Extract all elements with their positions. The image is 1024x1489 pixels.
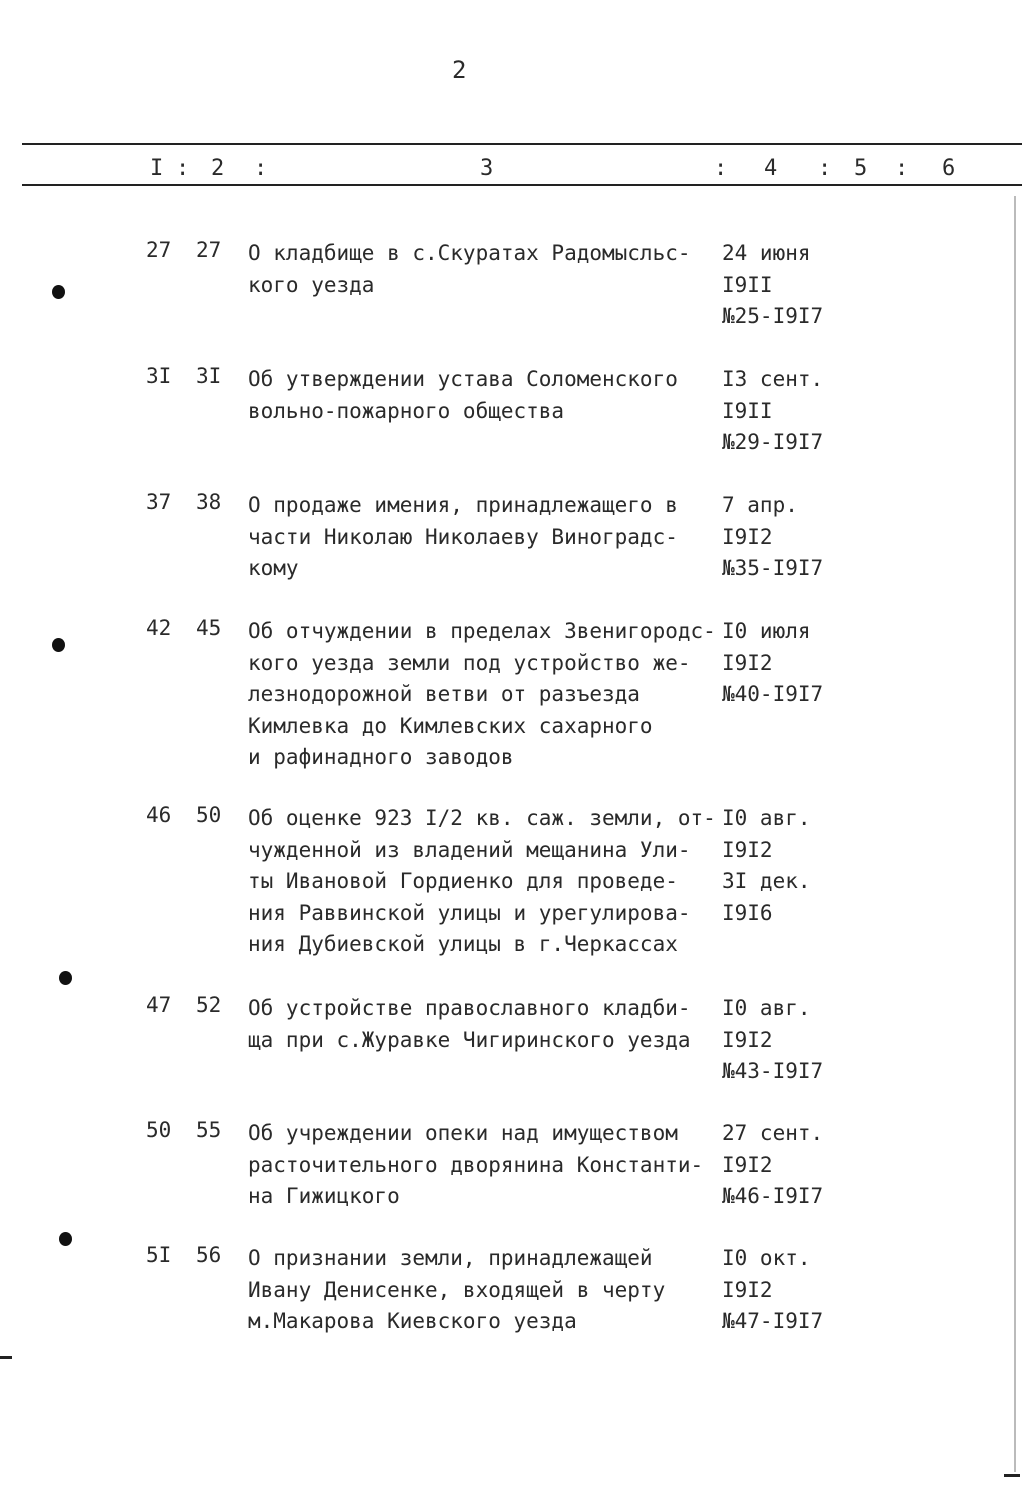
title-line: О признании земли, принадлежащей	[248, 1246, 653, 1270]
title-line: Об устройстве православного кладби-	[248, 996, 691, 1020]
date-line: №35-I9I7	[722, 556, 824, 580]
column-separator: :	[818, 156, 832, 181]
date-line: I0 окт.	[722, 1246, 811, 1270]
date-line: I0 июля	[722, 619, 811, 643]
column-header-4: 4	[764, 156, 778, 181]
entry-title	[248, 993, 724, 1056]
title-line: лезнодорожной ветви от разъезда	[248, 682, 640, 706]
column-separator: :	[176, 156, 190, 181]
page-edge-line	[1014, 196, 1016, 1472]
entry-title	[248, 238, 724, 301]
date-line: I9I2	[722, 650, 773, 675]
date-line: №47-I9I7	[722, 1309, 824, 1333]
column-separator: :	[895, 156, 909, 181]
date-line: I9I6	[722, 900, 773, 925]
date-line: I9I2	[722, 837, 773, 862]
entry-title	[248, 616, 724, 774]
entry-number-col1: 46	[146, 803, 172, 827]
title-line: Об учреждении опеки над имуществом	[248, 1121, 678, 1145]
date-line: I0 авг.	[722, 806, 811, 830]
title-line: на Гижицкого	[248, 1184, 400, 1208]
entry-title	[248, 1118, 724, 1213]
title-line: ния Дубиевской улицы в г.Черкассах	[248, 932, 678, 956]
date-line: I3 сент.	[722, 367, 824, 391]
header-bottom-rule	[22, 184, 1022, 186]
entry-number-col1: 42	[146, 616, 172, 640]
title-line: Кимлевка до Кимлевских сахарного	[248, 713, 653, 738]
title-line: ния Раввинской улицы и урегулирова-	[248, 900, 691, 925]
title-line: расточительного дворянина Константи-	[248, 1152, 704, 1177]
entry-date	[722, 1118, 862, 1213]
entry-number-col2: 27	[196, 238, 222, 262]
title-line: Об утверждении устава Соломенского	[248, 367, 678, 391]
date-line: 7 апр.	[722, 493, 798, 517]
entry-title	[248, 1243, 724, 1338]
entry-date	[722, 490, 862, 585]
date-line: 24 июня	[722, 241, 811, 265]
entry-number-col2: 3I	[196, 364, 222, 388]
date-line: №25-I9I7	[722, 304, 824, 328]
title-line: кому	[248, 556, 299, 580]
entry-number-col2: 45	[196, 616, 222, 640]
page-number: 2	[452, 56, 467, 84]
entry-title	[248, 490, 724, 585]
punch-hole-mark	[52, 638, 65, 652]
date-line: №46-I9I7	[722, 1184, 824, 1208]
punch-hole-mark	[59, 1232, 72, 1246]
entry-number-col1: 3I	[146, 364, 172, 388]
date-line: №40-I9I7	[722, 682, 824, 706]
date-line: №43-I9I7	[722, 1059, 824, 1083]
title-line: О кладбище в с.Скуратах Радомысльс-	[248, 241, 691, 265]
title-line: кого уезда	[248, 272, 375, 297]
column-header-6: 6	[942, 156, 956, 181]
column-separator: :	[254, 156, 268, 181]
entry-date	[722, 616, 862, 711]
column-header-1: I	[150, 156, 164, 181]
title-line: вольно-пожарного общества	[248, 398, 565, 423]
column-header-2: 2	[211, 156, 225, 181]
entry-number-col1: 50	[146, 1118, 172, 1142]
title-line: части Николаю Николаеву Виноградс-	[248, 524, 678, 549]
title-line: ща при с.Журавке Чигиринского уезда	[248, 1027, 691, 1052]
title-line: кого уезда земли под устройство же-	[248, 650, 691, 675]
title-line: Об отчуждении в пределах Звенигородс-	[248, 619, 716, 643]
title-line: ты Ивановой Гордиенко для проведе-	[248, 869, 678, 893]
entry-date	[722, 238, 862, 333]
entry-number-col1: 5I	[146, 1243, 172, 1267]
entry-number-col1: 47	[146, 993, 172, 1017]
title-line: м.Макарова Киевского уезда	[248, 1309, 577, 1333]
entry-number-col2: 52	[196, 993, 222, 1017]
entry-date	[722, 364, 862, 459]
date-line: I9II	[722, 398, 773, 423]
date-line: I0 авг.	[722, 996, 811, 1020]
column-separator: :	[714, 156, 728, 181]
title-line: О продаже имения, принадлежащего в	[248, 493, 678, 517]
date-line: I9I2	[722, 1027, 773, 1052]
entry-title	[248, 364, 724, 427]
column-header-3: 3	[480, 156, 494, 181]
title-line: Ивану Денисенке, входящей в черту	[248, 1277, 666, 1302]
entry-number-col2: 38	[196, 490, 222, 514]
entry-title	[248, 803, 724, 961]
date-line: 3I дек.	[722, 869, 811, 893]
entry-number-col2: 50	[196, 803, 222, 827]
date-line: №29-I9I7	[722, 430, 824, 454]
title-line: Об оценке 923 I/2 кв. саж. земли, от-	[248, 806, 716, 830]
punch-hole-mark	[59, 971, 72, 985]
entry-number-col1: 37	[146, 490, 172, 514]
entry-number-col1: 27	[146, 238, 172, 262]
date-line: I9I2	[722, 1277, 773, 1302]
date-line: I9II	[722, 272, 773, 297]
edge-scan-mark	[0, 1356, 12, 1359]
entry-number-col2: 56	[196, 1243, 222, 1267]
title-line: и рафинадного заводов	[248, 745, 514, 769]
column-header-5: 5	[854, 156, 868, 181]
title-line: чужденной из владений мещанина Ули-	[248, 837, 691, 862]
entry-date	[722, 993, 862, 1088]
entry-number-col2: 55	[196, 1118, 222, 1142]
date-line: I9I2	[722, 524, 773, 549]
date-line: 27 сент.	[722, 1121, 824, 1145]
corner-scan-mark	[1004, 1474, 1020, 1477]
entry-date	[722, 803, 862, 929]
entry-date	[722, 1243, 862, 1338]
date-line: I9I2	[722, 1152, 773, 1177]
punch-hole-mark	[52, 285, 65, 299]
header-top-rule	[22, 143, 1022, 145]
